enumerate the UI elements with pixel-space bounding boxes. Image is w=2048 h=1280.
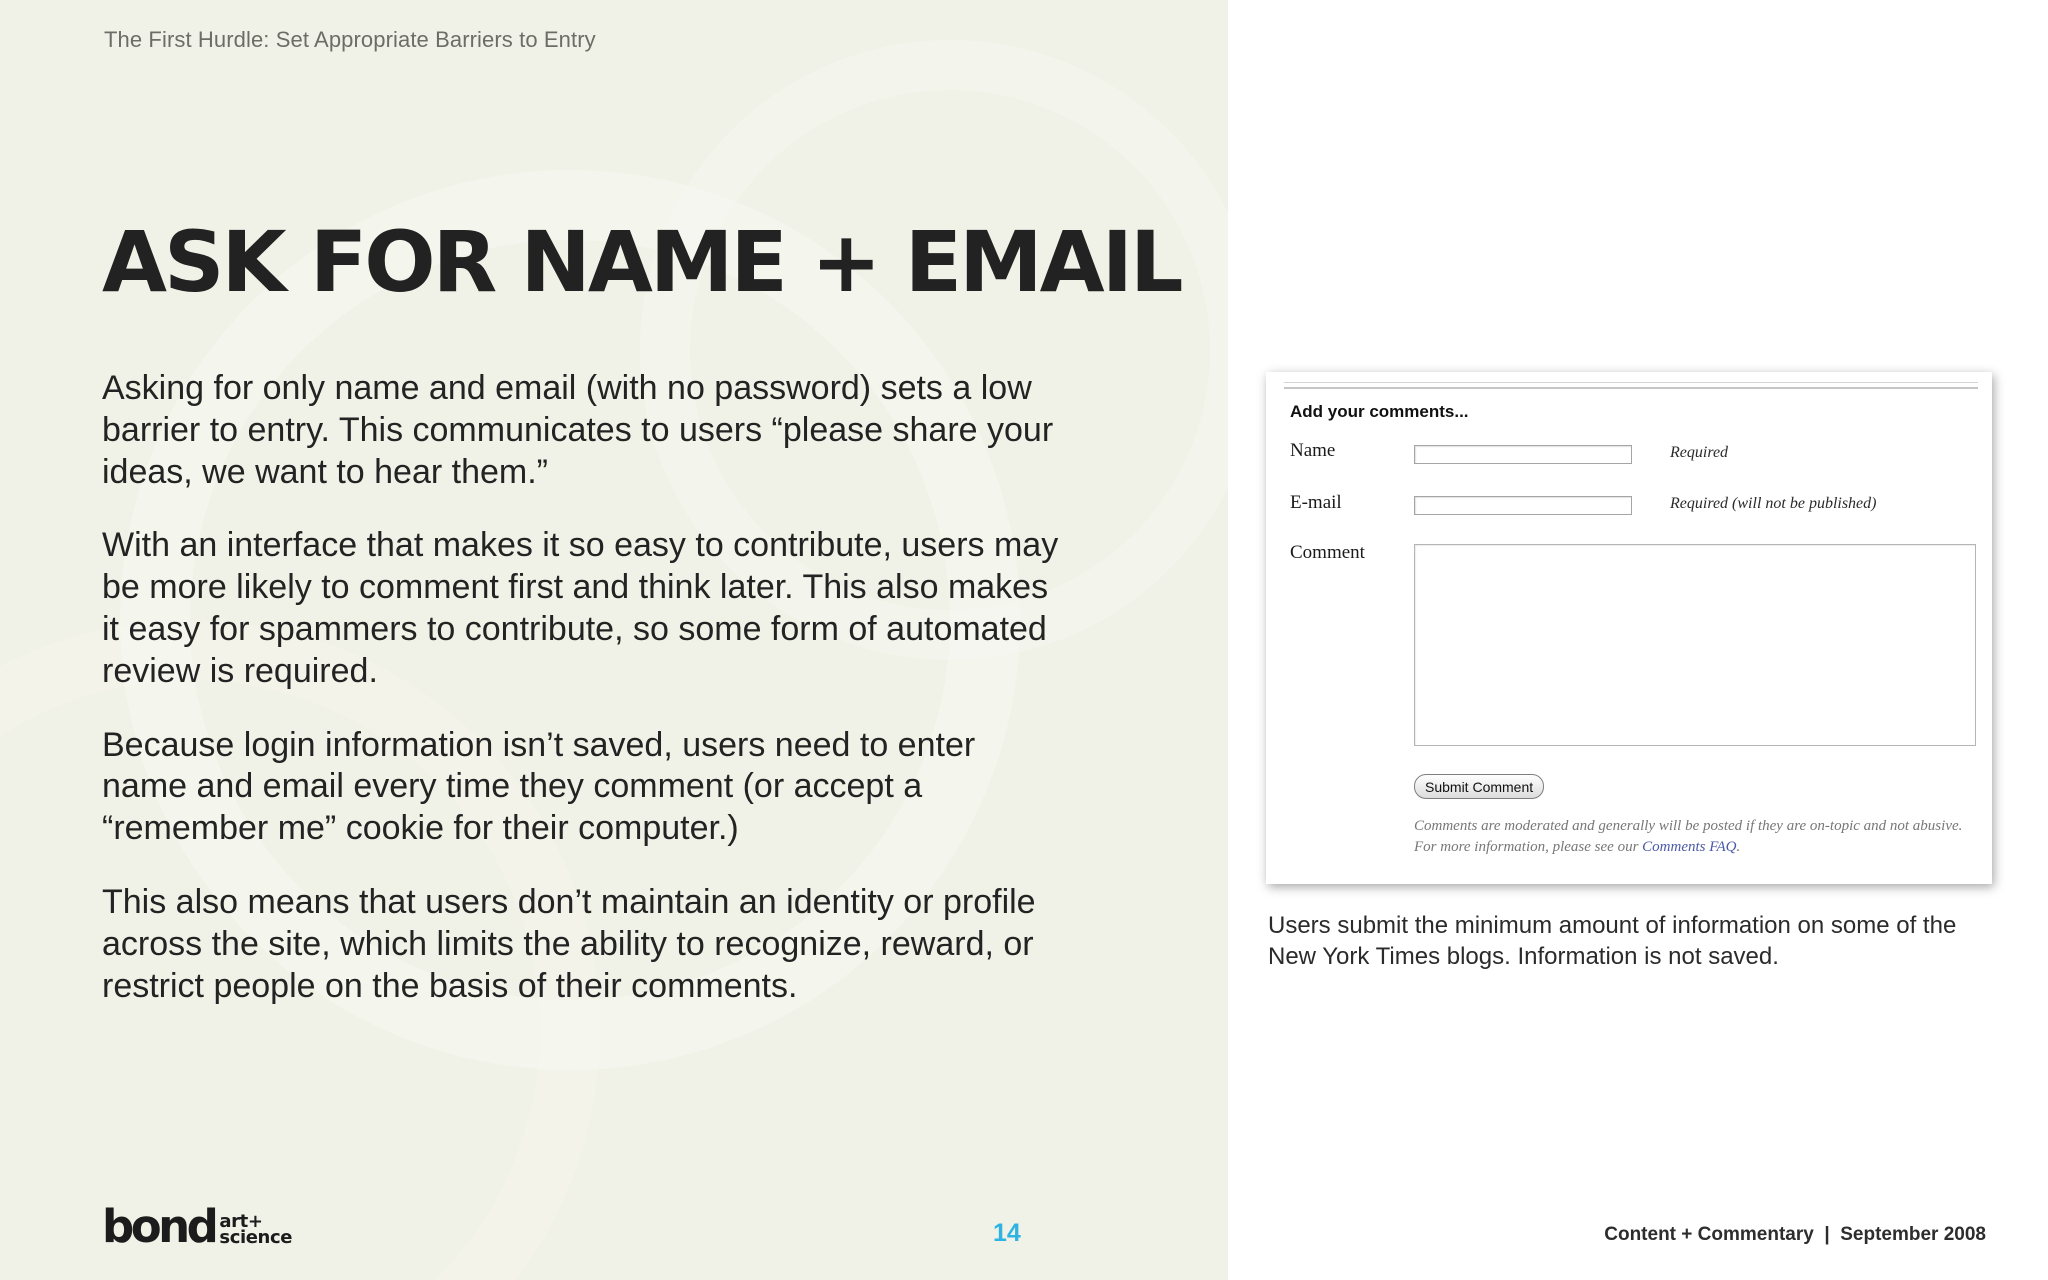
body-paragraph: With an interface that makes it so easy to contribute, users may be more likely to comment first and think later. This also makes it easy for spammers to contribute, so some form of automated review is required. <box>102 526 1059 690</box>
screenshot-caption: Users submit the minimum amount of information on some of the New York Times blogs. Information is not saved. <box>1268 912 1957 970</box>
comment-label: Comment <box>1290 542 1365 563</box>
footer-publication: Content + Commentary | September 2008 <box>1604 1224 1986 1245</box>
divider <box>1284 382 1978 389</box>
email-required-note: Required (will not be published) <box>1670 495 1877 512</box>
body-text <box>102 368 1062 1039</box>
submit-comment-button[interactable]: Submit Comment <box>1414 774 1544 799</box>
body-paragraph: This also means that users don’t maintain an identity or profile across the site, which limits the ability to recognize, reward, or restrict people on the basis of their comments. <box>102 882 1036 1005</box>
logo-line-science: science <box>219 1227 293 1248</box>
name-required-note: Required <box>1670 444 1729 461</box>
slide-title: ASK FOR NAME + EMAIL <box>102 213 1181 311</box>
page-number: 14 <box>993 1219 1021 1247</box>
logo-subtitle <box>219 1211 293 1248</box>
name-label: Name <box>1290 440 1336 461</box>
logo-wordmark: bond <box>102 1200 216 1254</box>
comments-faq-link[interactable]: Comments FAQ <box>1642 839 1737 855</box>
disclaimer-period: . <box>1736 839 1741 855</box>
email-label: E-mail <box>1290 492 1342 513</box>
form-heading: Add your comments... <box>1290 402 1469 421</box>
logo-line-art: art+ <box>219 1211 263 1232</box>
body-paragraph: Asking for only name and email (with no password) sets a low barrier to entry. This communicates to users “please share your ideas, we want to hear them.” <box>102 369 1054 491</box>
comment-textarea[interactable] <box>1414 544 1976 746</box>
name-field[interactable] <box>1414 445 1632 464</box>
comment-form-screenshot <box>1266 372 1992 884</box>
section-header: The First Hurdle: Set Appropriate Barriers to Entry <box>104 27 596 52</box>
moderation-disclaimer <box>1414 816 1974 858</box>
bond-logo <box>102 1200 293 1254</box>
disclaimer-text: Comments are moderated and generally will be posted if they are on-topic and not abusive. For more information, please see our <box>1414 818 1963 855</box>
body-paragraph: Because login information isn’t saved, users need to enter name and email every time they comment (or accept a “remember me” cookie for their computer.) <box>102 725 976 848</box>
email-field[interactable] <box>1414 496 1632 515</box>
